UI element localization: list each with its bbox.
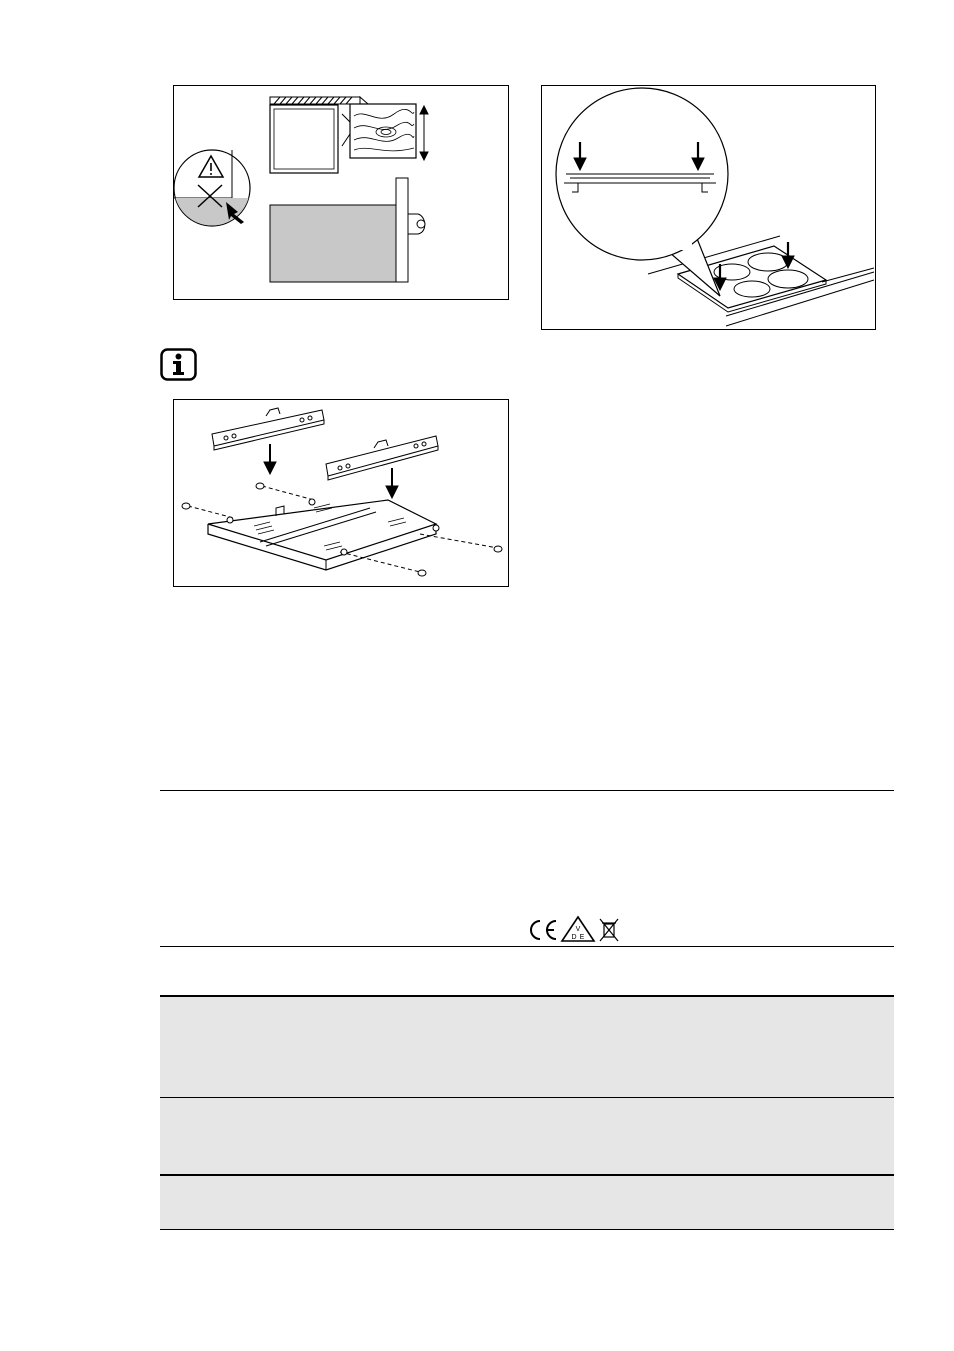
- hob-press-illustration: [542, 86, 875, 329]
- svg-text:V: V: [575, 926, 581, 933]
- crossed-bin-icon: [600, 919, 618, 941]
- svg-text:D: D: [571, 934, 577, 941]
- table-row: [160, 997, 894, 1097]
- divider: [160, 790, 894, 791]
- figure-hob-press-edges: [541, 85, 876, 330]
- frame-assembly-illustration: [174, 400, 508, 586]
- install-side-illustration: [174, 86, 508, 299]
- table-row: [160, 1176, 894, 1229]
- table-bottom-rule: [160, 1229, 894, 1230]
- ce-mark-icon: [531, 921, 556, 939]
- figure-install-side-view: [173, 85, 509, 300]
- divider: [160, 946, 894, 947]
- info-icon: [160, 348, 197, 381]
- vde-mark-icon: [562, 917, 594, 941]
- certification-marks: [526, 915, 626, 945]
- table-row: [160, 1098, 894, 1174]
- svg-text:E: E: [579, 934, 585, 941]
- figure-protective-frame-assembly: [173, 399, 509, 587]
